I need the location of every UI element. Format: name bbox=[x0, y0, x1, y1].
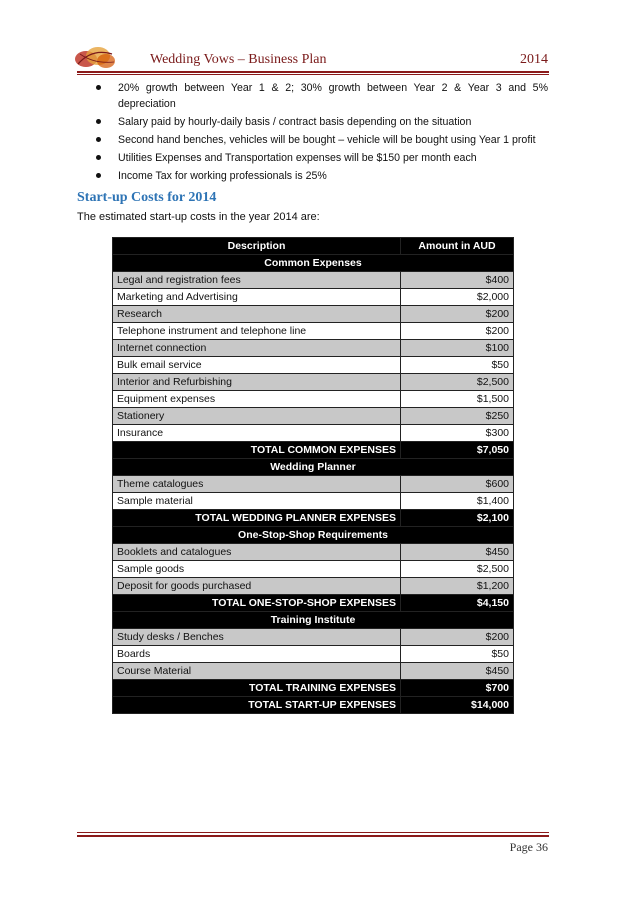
column-header-amount: Amount in AUD bbox=[401, 238, 514, 255]
section-header-row bbox=[113, 255, 514, 272]
table-row bbox=[113, 357, 514, 374]
total-amount: $2,100 bbox=[401, 510, 514, 527]
bullet-item bbox=[96, 132, 548, 148]
item-amount: $600 bbox=[401, 476, 514, 493]
item-amount: $450 bbox=[401, 663, 514, 680]
grand-total-row bbox=[113, 697, 514, 714]
item-label: Booklets and catalogues bbox=[113, 544, 401, 561]
table-row bbox=[113, 663, 514, 680]
item-amount: $2,500 bbox=[401, 374, 514, 391]
intro-text: The estimated start-up costs in the year 2014 are: bbox=[77, 211, 320, 223]
table-row bbox=[113, 476, 514, 493]
grand-total-amount: $14,000 bbox=[401, 697, 514, 714]
bullet-dot-icon bbox=[96, 173, 101, 178]
total-label: TOTAL WEDDING PLANNER EXPENSES bbox=[113, 510, 401, 527]
bullet-text: Second hand benches, vehicles will be bought – vehicle will be bought using Year 1 profit bbox=[118, 134, 536, 146]
footer-divider-thin bbox=[77, 832, 549, 833]
table-row bbox=[113, 391, 514, 408]
item-amount: $300 bbox=[401, 425, 514, 442]
table-row bbox=[113, 578, 514, 595]
total-amount: $7,050 bbox=[401, 442, 514, 459]
bullet-dot-icon bbox=[96, 85, 101, 90]
table-row bbox=[113, 493, 514, 510]
section-total-row bbox=[113, 510, 514, 527]
item-label: Research bbox=[113, 306, 401, 323]
bullet-text: Salary paid by hourly-daily basis / contract basis depending on the situation bbox=[118, 116, 472, 128]
section-total-row bbox=[113, 595, 514, 612]
table-row bbox=[113, 374, 514, 391]
item-label: Internet connection bbox=[113, 340, 401, 357]
table-row bbox=[113, 646, 514, 663]
table-header-row bbox=[113, 238, 514, 255]
section-name: Common Expenses bbox=[113, 255, 514, 272]
item-amount: $2,000 bbox=[401, 289, 514, 306]
item-label: Stationery bbox=[113, 408, 401, 425]
item-amount: $50 bbox=[401, 357, 514, 374]
header-divider bbox=[77, 71, 549, 73]
column-header-description: Description bbox=[113, 238, 401, 255]
table-row bbox=[113, 561, 514, 578]
item-amount: $250 bbox=[401, 408, 514, 425]
item-amount: $1,200 bbox=[401, 578, 514, 595]
bullet-dot-icon bbox=[96, 137, 101, 142]
bullet-text: Utilities Expenses and Transportation expenses will be $150 per month each bbox=[118, 152, 477, 164]
section-name: Wedding Planner bbox=[113, 459, 514, 476]
table-row bbox=[113, 340, 514, 357]
item-amount: $1,500 bbox=[401, 391, 514, 408]
wedding-vows-logo-icon bbox=[72, 42, 118, 72]
item-label: Course Material bbox=[113, 663, 401, 680]
total-label: TOTAL COMMON EXPENSES bbox=[113, 442, 401, 459]
item-amount: $200 bbox=[401, 323, 514, 340]
table-row bbox=[113, 272, 514, 289]
section-name: Training Institute bbox=[113, 612, 514, 629]
bullet-item bbox=[96, 168, 548, 184]
assumptions-list bbox=[96, 80, 548, 186]
bullet-item bbox=[96, 150, 548, 166]
total-label: TOTAL ONE-STOP-SHOP EXPENSES bbox=[113, 595, 401, 612]
bullet-item bbox=[96, 80, 548, 112]
table-row bbox=[113, 544, 514, 561]
item-label: Study desks / Benches bbox=[113, 629, 401, 646]
header-year: 2014 bbox=[520, 52, 548, 67]
section-header-row bbox=[113, 527, 514, 544]
section-heading: Start-up Costs for 2014 bbox=[77, 190, 217, 205]
item-amount: $200 bbox=[401, 629, 514, 646]
table-row bbox=[113, 306, 514, 323]
item-label: Telephone instrument and telephone line bbox=[113, 323, 401, 340]
table-row bbox=[113, 289, 514, 306]
item-label: Sample goods bbox=[113, 561, 401, 578]
bullet-dot-icon bbox=[96, 119, 101, 124]
item-label: Equipment expenses bbox=[113, 391, 401, 408]
item-label: Sample material bbox=[113, 493, 401, 510]
table-row bbox=[113, 408, 514, 425]
total-label: TOTAL TRAINING EXPENSES bbox=[113, 680, 401, 697]
section-header-row bbox=[113, 612, 514, 629]
bullet-item bbox=[96, 114, 548, 130]
bullet-text: 20% growth between Year 1 & 2; 30% growth between Year 2 & Year 3 and 5% depreciation bbox=[118, 82, 548, 110]
item-amount: $400 bbox=[401, 272, 514, 289]
header-divider-thin bbox=[77, 74, 549, 75]
page-number: Page 36 bbox=[509, 840, 548, 854]
section-total-row bbox=[113, 442, 514, 459]
bullet-text: Income Tax for working professionals is 25% bbox=[118, 170, 327, 182]
startup-costs-table bbox=[112, 237, 514, 714]
grand-total-label: TOTAL START-UP EXPENSES bbox=[113, 697, 401, 714]
item-amount: $450 bbox=[401, 544, 514, 561]
item-label: Theme catalogues bbox=[113, 476, 401, 493]
item-amount: $1,400 bbox=[401, 493, 514, 510]
item-amount: $200 bbox=[401, 306, 514, 323]
item-label: Insurance bbox=[113, 425, 401, 442]
total-amount: $4,150 bbox=[401, 595, 514, 612]
section-header-row bbox=[113, 459, 514, 476]
total-amount: $700 bbox=[401, 680, 514, 697]
item-amount: $100 bbox=[401, 340, 514, 357]
item-label: Bulk email service bbox=[113, 357, 401, 374]
item-amount: $50 bbox=[401, 646, 514, 663]
table-row bbox=[113, 323, 514, 340]
section-total-row bbox=[113, 680, 514, 697]
item-label: Boards bbox=[113, 646, 401, 663]
item-label: Legal and registration fees bbox=[113, 272, 401, 289]
item-label: Deposit for goods purchased bbox=[113, 578, 401, 595]
table-row bbox=[113, 629, 514, 646]
bullet-dot-icon bbox=[96, 155, 101, 160]
item-amount: $2,500 bbox=[401, 561, 514, 578]
footer-divider bbox=[77, 835, 549, 837]
section-name: One-Stop-Shop Requirements bbox=[113, 527, 514, 544]
header-title: Wedding Vows – Business Plan bbox=[150, 52, 327, 67]
item-label: Interior and Refurbishing bbox=[113, 374, 401, 391]
item-label: Marketing and Advertising bbox=[113, 289, 401, 306]
table-row bbox=[113, 425, 514, 442]
